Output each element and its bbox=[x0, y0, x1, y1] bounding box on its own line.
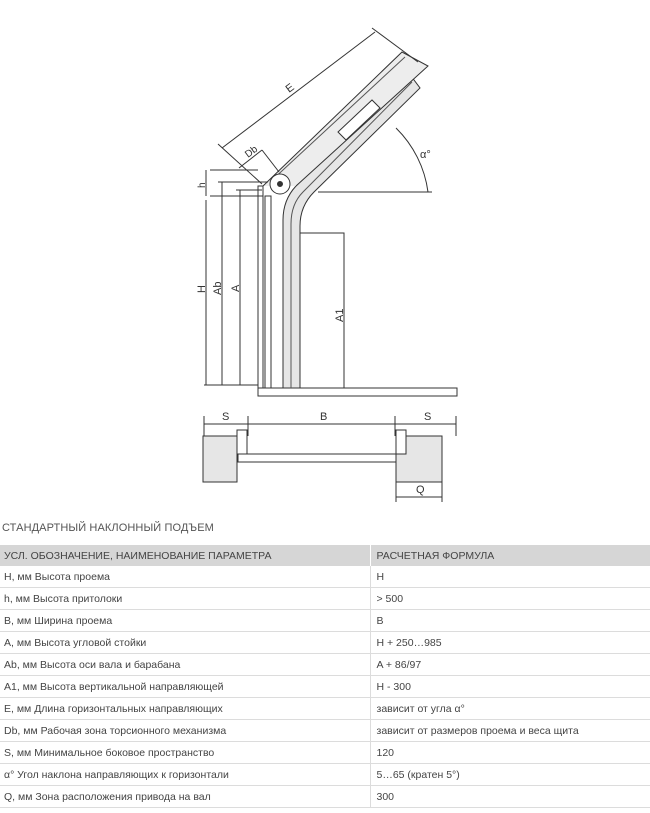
parameters-table bbox=[0, 545, 650, 808]
param-cell: h, мм Высота притолоки bbox=[0, 588, 370, 610]
table-row bbox=[0, 764, 650, 786]
label-Q: Q bbox=[416, 484, 425, 496]
table-row bbox=[0, 588, 650, 610]
param-cell: Ab, мм Высота оси вала и барабана bbox=[0, 654, 370, 676]
formula-cell: H bbox=[370, 566, 650, 588]
table-row bbox=[0, 698, 650, 720]
param-cell: H, мм Высота проема bbox=[0, 566, 370, 588]
formula-cell: B bbox=[370, 610, 650, 632]
label-h: h bbox=[197, 182, 208, 188]
label-alpha: α° bbox=[420, 149, 431, 161]
formula-cell: зависит от размеров проема и веса щита bbox=[370, 720, 650, 742]
param-cell: Db, мм Рабочая зона торсионного механизма bbox=[0, 720, 370, 742]
param-cell: Q, мм Зона расположения привода на вал bbox=[0, 786, 370, 808]
table-row bbox=[0, 720, 650, 742]
label-A: A bbox=[230, 284, 242, 292]
table-header-row bbox=[0, 545, 650, 566]
param-cell: S, мм Минимальное боковое пространство bbox=[0, 742, 370, 764]
label-A1: A1 bbox=[334, 308, 346, 322]
label-S-right: S bbox=[424, 411, 432, 423]
label-E: E bbox=[283, 81, 297, 96]
label-Db: Db bbox=[243, 143, 261, 161]
table-row bbox=[0, 632, 650, 654]
formula-cell: H + 250…985 bbox=[370, 632, 650, 654]
table-row bbox=[0, 566, 650, 588]
param-cell: B, мм Ширина проема bbox=[0, 610, 370, 632]
param-cell: A, мм Высота угловой стойки bbox=[0, 632, 370, 654]
formula-cell: H - 300 bbox=[370, 676, 650, 698]
label-H: H bbox=[196, 285, 208, 293]
label-S-left: S bbox=[222, 411, 230, 423]
formula-cell: > 500 bbox=[370, 588, 650, 610]
table-row bbox=[0, 786, 650, 808]
label-Ab: Ab bbox=[212, 281, 224, 295]
param-cell: A1, мм Высота вертикальной направляющей bbox=[0, 676, 370, 698]
table-row bbox=[0, 676, 650, 698]
formula-cell: 120 bbox=[370, 742, 650, 764]
section-caption: СТАНДАРТНЫЙ НАКЛОННЫЙ ПОДЪЕМ bbox=[2, 522, 214, 534]
header-formula: РАСЧЕТНАЯ ФОРМУЛА bbox=[370, 545, 650, 566]
formula-cell: зависит от угла α° bbox=[370, 698, 650, 720]
param-cell: E, мм Длина горизонтальных направляющих bbox=[0, 698, 370, 720]
param-cell: α° Угол наклона направляющих к горизонтали bbox=[0, 764, 370, 786]
table-row bbox=[0, 654, 650, 676]
table-row bbox=[0, 610, 650, 632]
header-parameter: УСЛ. ОБОЗНАЧЕНИЕ, НАИМЕНОВАНИЕ ПАРАМЕТРА bbox=[0, 545, 370, 566]
formula-cell: 300 bbox=[370, 786, 650, 808]
formula-cell: A + 86/97 bbox=[370, 654, 650, 676]
table-row bbox=[0, 742, 650, 764]
formula-cell: 5…65 (кратен 5°) bbox=[370, 764, 650, 786]
label-B: B bbox=[320, 411, 328, 423]
